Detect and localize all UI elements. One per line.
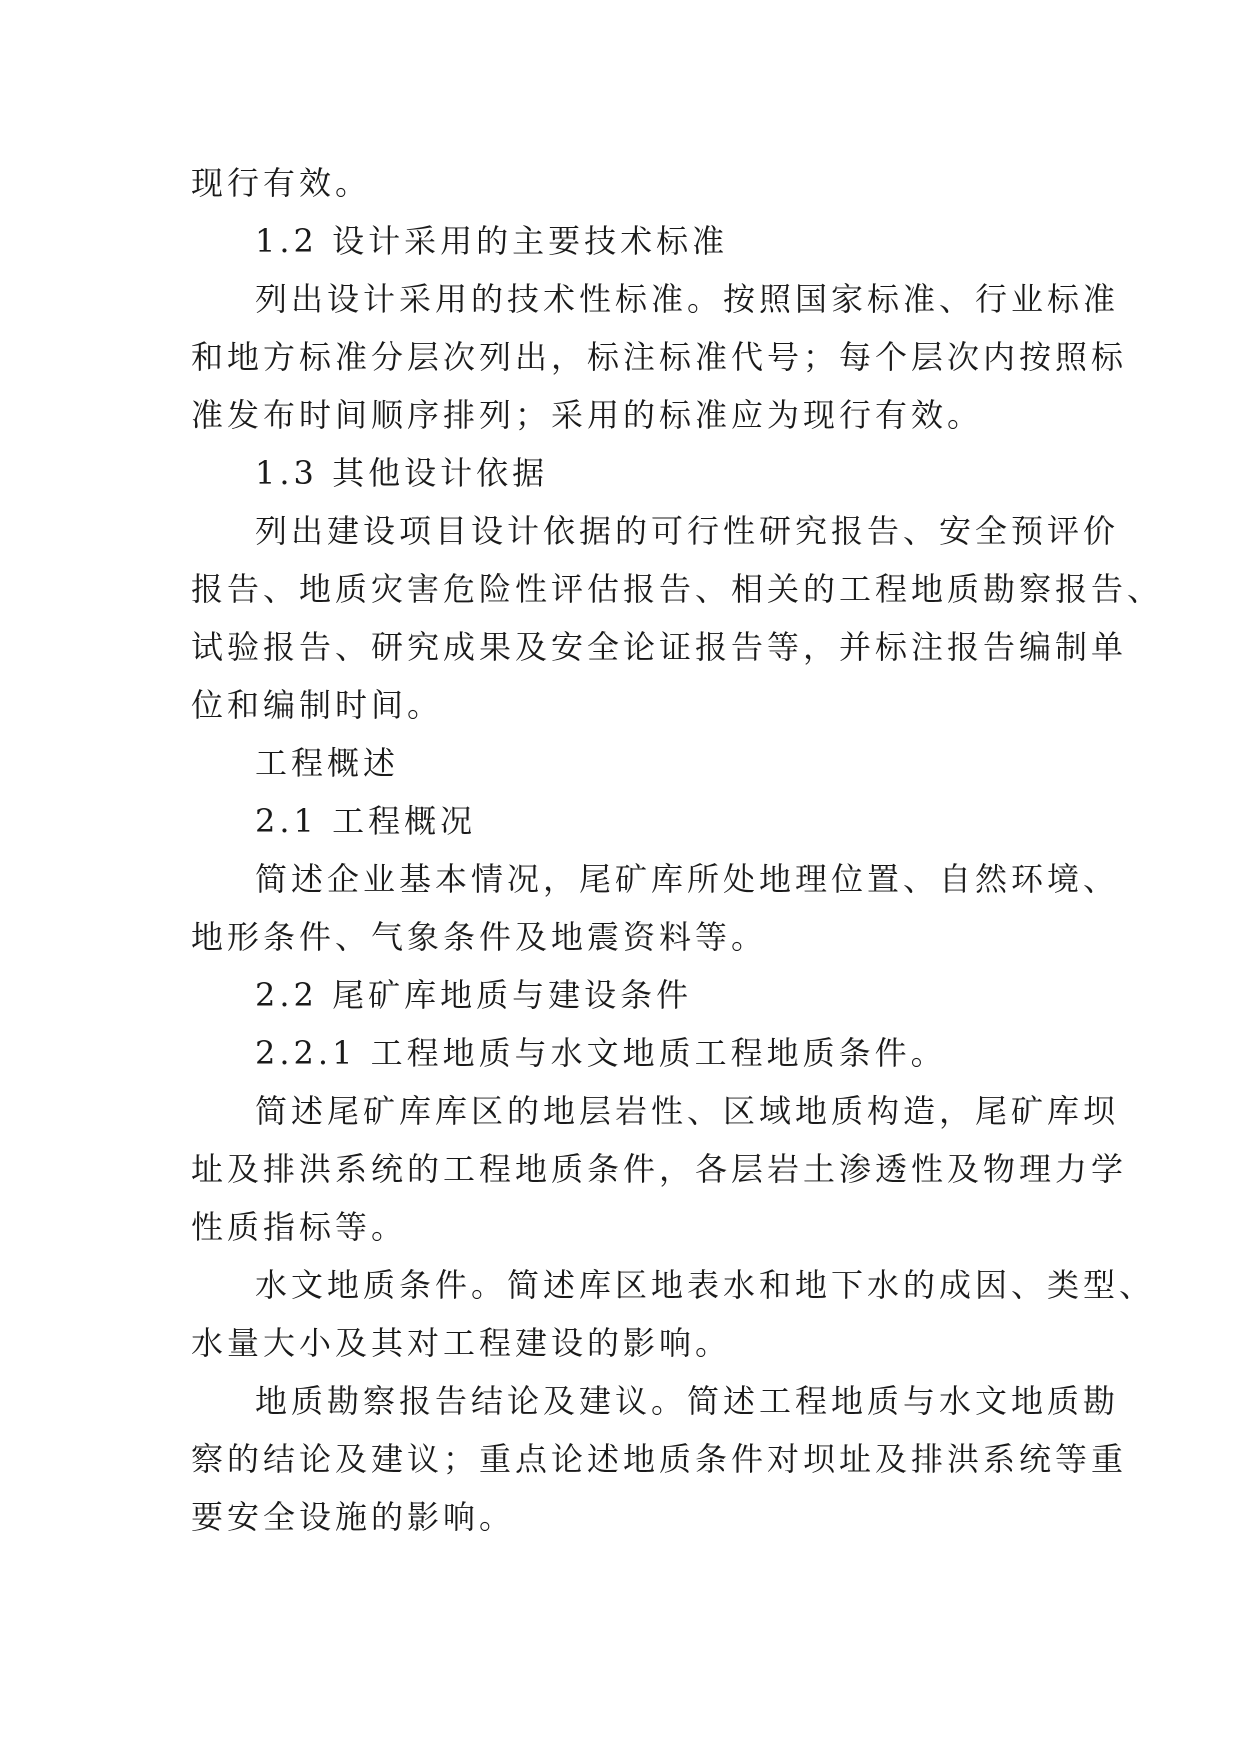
section-heading: 2.1 工程概况	[255, 802, 477, 840]
text-line: 察的结论及建议；重点论述地质条件对坝址及排洪系统等重	[191, 1440, 1128, 1478]
text-line: 水文地质条件。简述库区地表水和地下水的成因、类型、	[255, 1266, 1156, 1304]
section-heading: 工程概述	[255, 744, 400, 782]
text-line: 性质指标等。	[191, 1208, 408, 1246]
section-heading: 1.3 其他设计依据	[255, 454, 549, 492]
text-line: 址及排洪系统的工程地质条件，各层岩土渗透性及物理力学	[191, 1150, 1128, 1188]
text-line: 水量大小及其对工程建设的影响。	[191, 1324, 732, 1362]
document-body	[191, 154, 1164, 1546]
text-line: 列出建设项目设计依据的可行性研究报告、安全预评价	[255, 512, 1120, 550]
text-line: 试验报告、研究成果及安全论证报告等，并标注报告编制单	[191, 628, 1128, 666]
text-line: 和地方标准分层次列出，标注标准代号；每个层次内按照标	[191, 338, 1128, 376]
text-line: 报告、地质灾害危险性评估报告、相关的工程地质勘察报告、	[191, 570, 1164, 608]
section-heading: 2.2 尾矿库地质与建设条件	[255, 976, 693, 1014]
text-line: 准发布时间顺序排列；采用的标准应为现行有效。	[191, 396, 984, 434]
text-line: 简述尾矿库库区的地层岩性、区域地质构造，尾矿库坝	[255, 1092, 1120, 1130]
text-line: 要安全设施的影响。	[191, 1498, 516, 1536]
text-line: 地形条件、气象条件及地震资料等。	[191, 918, 768, 956]
text-line: 简述企业基本情况，尾矿库所处地理位置、自然环境、	[255, 860, 1120, 898]
text-line: 现行有效。	[191, 164, 372, 202]
section-heading: 2.2.1 工程地质与水文地质工程地质条件。	[255, 1034, 947, 1072]
text-line: 位和编制时间。	[191, 686, 444, 724]
text-line: 地质勘察报告结论及建议。简述工程地质与水文地质勘	[255, 1382, 1120, 1420]
section-heading: 1.2 设计采用的主要技术标准	[255, 222, 729, 260]
text-line: 列出设计采用的技术性标准。按照国家标准、行业标准	[255, 280, 1120, 318]
